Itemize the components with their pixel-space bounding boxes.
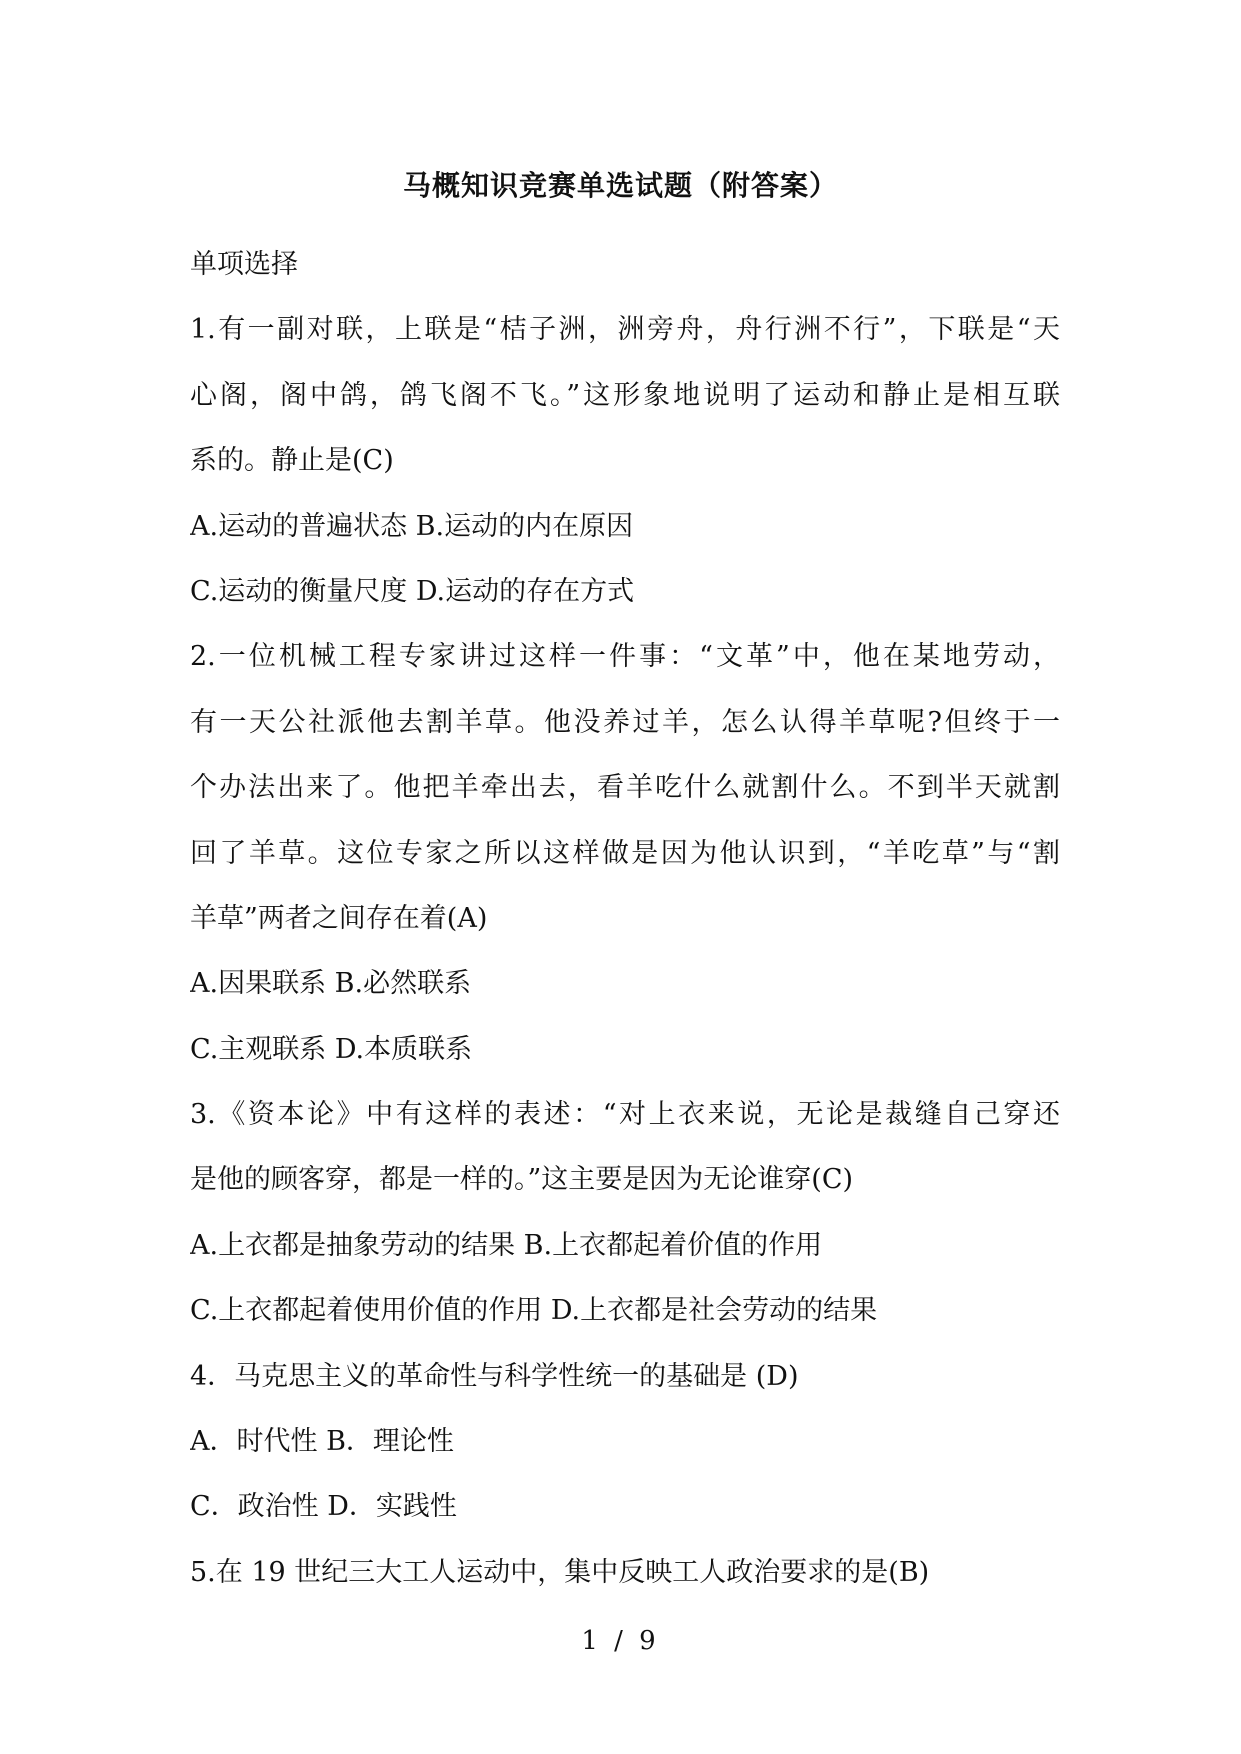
question-1-options-ab: A.运动的普遍状态 B.运动的内在原因 [190, 510, 634, 542]
question-1-text-line-3: 系的。静止是(C) [190, 445, 394, 477]
question-3-text-line-1: 3.《资本论》中有这样的表述：“对上衣来说，无论是裁缝自己穿还 [190, 1099, 1060, 1131]
question-4-options-cd: C．政治性 D．实践性 [190, 1491, 457, 1523]
question-3-text-line-2: 是他的顾客穿，都是一样的。”这主要是因为无论谁穿(C) [190, 1164, 854, 1196]
question-2-text-line-4: 回了羊草。这位专家之所以这样做是因为他认识到，“羊吃草”与“割 [190, 837, 1060, 869]
question-2-options-cd: C.主观联系 D.本质联系 [190, 1033, 473, 1065]
section-heading: 单项选择 [190, 249, 298, 280]
question-1-text-line-1: 1.有一副对联，上联是“桔子洲，洲旁舟，舟行洲不行”，下联是“天 [190, 314, 1060, 346]
question-2-text-line-5: 羊草”两者之间存在着(A) [190, 902, 488, 934]
question-5-text: 5.在 19 世纪三大工人运动中，集中反映工人政治要求的是(B) [190, 1556, 930, 1588]
document-title: 马概知识竞赛单选试题（附答案） [402, 169, 838, 202]
question-2-text-line-3: 个办法出来了。他把羊牵出去，看羊吃什么就割什么。不到半天就割 [190, 772, 1060, 804]
question-4-text: 4．马克思主义的革命性与科学性统一的基础是 (D) [190, 1360, 799, 1392]
question-1-text-line-2: 心阁，阁中鸽，鸽飞阁不飞。”这形象地说明了运动和静止是相互联 [190, 379, 1060, 411]
question-2-text-line-2: 有一天公社派他去割羊草。他没养过羊，怎么认得羊草呢?但终于一 [190, 706, 1060, 738]
document-body [190, 232, 1060, 1605]
question-1-options-cd: C.运动的衡量尺度 D.运动的存在方式 [190, 575, 635, 607]
page-number: 1 / 9 [581, 1626, 660, 1656]
question-2-text-line-1: 2.一位机械工程专家讲过这样一件事：“文革”中，他在某地劳动， [190, 641, 1060, 673]
question-4-options-ab: A．时代性 B．理论性 [190, 1426, 454, 1458]
question-3-options-ab: A.上衣都是抽象劳动的结果 B.上衣都起着价值的作用 [190, 1229, 823, 1261]
question-2-options-ab: A.因果联系 B.必然联系 [190, 968, 472, 1000]
question-3-options-cd: C.上衣都起着使用价值的作用 D.上衣都是社会劳动的结果 [190, 1295, 878, 1327]
